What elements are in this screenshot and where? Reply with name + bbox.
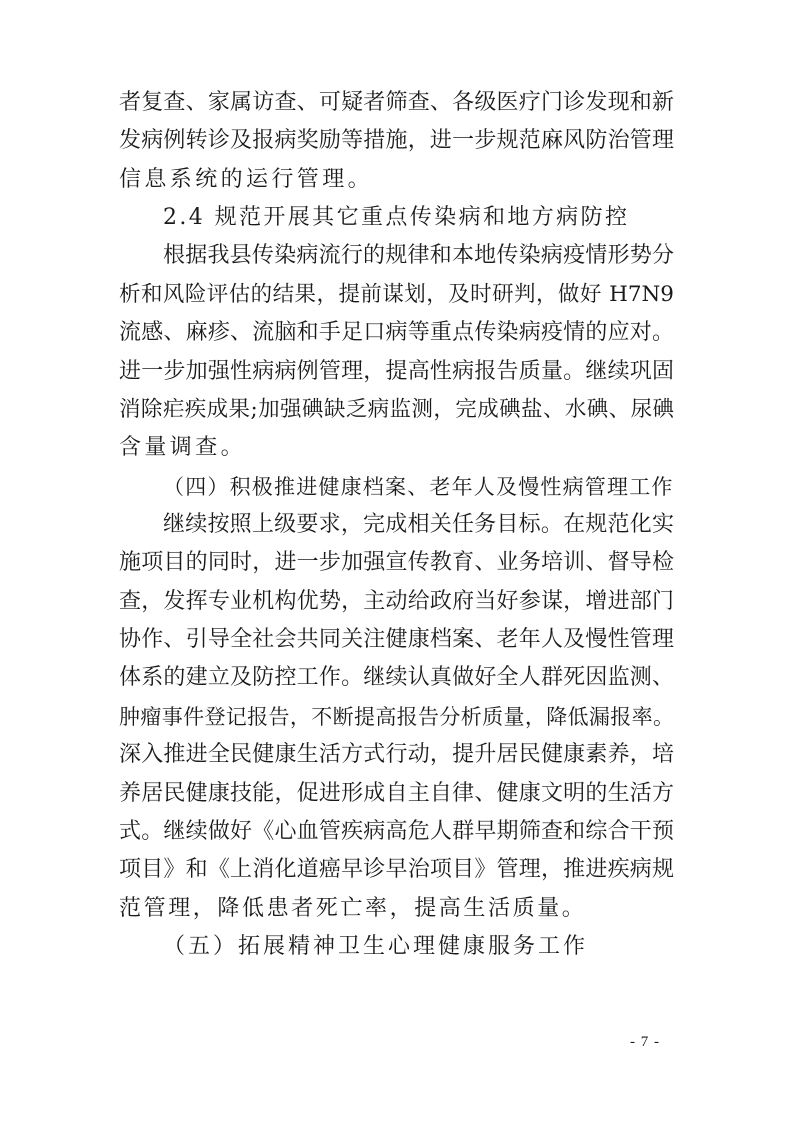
paragraph-line: 者复查、家属访查、可疑者筛查、各级医疗门诊发现和新 — [119, 90, 674, 115]
paragraph-line: 继续按照上级要求，完成相关任务目标。在规范化实 — [163, 512, 674, 537]
paragraph-line: 深入推进全民健康生活方式行动，提升居民健康素养，培 — [119, 742, 674, 767]
paragraph-line: 含量调查。 — [119, 435, 247, 460]
paragraph-line: 消除疟疾成果;加强碘缺乏病监测，完成碘盐、水碘、尿碘 — [119, 397, 674, 422]
paragraph-line: 养居民健康技能，促进形成自主自律、健康文明的生活方 — [119, 781, 674, 806]
paragraph-line: 项目》和《上消化道癌早诊早治项目》管理，推进疾病规 — [119, 857, 674, 882]
paragraph-line: 范管理，降低患者死亡率，提高生活质量。 — [119, 896, 587, 921]
paragraph-line: 施项目的同时，进一步加强宣传教育、业务培训、督导检 — [119, 550, 674, 575]
paragraph-line: 流感、麻疹、流脑和手足口病等重点传染病疫情的应对。 — [119, 320, 674, 345]
paragraph-line: 查，发挥专业机构优势，主动给政府当好参谋，增进部门 — [119, 589, 674, 614]
page-number: - 7 - — [630, 1034, 660, 1050]
section-heading-2-4: 2.4 规范开展其它重点传染病和地方病防控 — [163, 205, 630, 230]
paragraph-line: 信息系统的运行管理。 — [119, 167, 374, 192]
paragraph-line: 发病例转诊及报病奖励等措施，进一步规范麻风防治管理 — [119, 128, 674, 153]
section-heading-4: （四）积极推进健康档案、老年人及慢性病管理工作 — [163, 475, 674, 499]
paragraph-line: 协作、引导全社会共同关注健康档案、老年人及慢性管理 — [119, 627, 674, 652]
paragraph-line: 根据我县传染病流行的规律和本地传染病疫情形势分 — [163, 243, 674, 268]
section-heading-5: （五）拓展精神卫生心理健康服务工作 — [163, 934, 589, 959]
paragraph-line: 式。继续做好《心血管疾病高危人群早期筛查和综合干预 — [119, 819, 674, 844]
paragraph-line: 进一步加强性病病例管理，提高性病报告质量。继续巩固 — [119, 359, 674, 384]
paragraph-line: 肿瘤事件登记报告，不断提高报告分析质量，降低漏报率。 — [119, 705, 674, 729]
paragraph-line: 体系的建立及防控工作。继续认真做好全人群死因监测、 — [119, 665, 674, 690]
paragraph-line: 析和风险评估的结果，提前谋划，及时研判，做好 H7N9 — [119, 282, 674, 307]
